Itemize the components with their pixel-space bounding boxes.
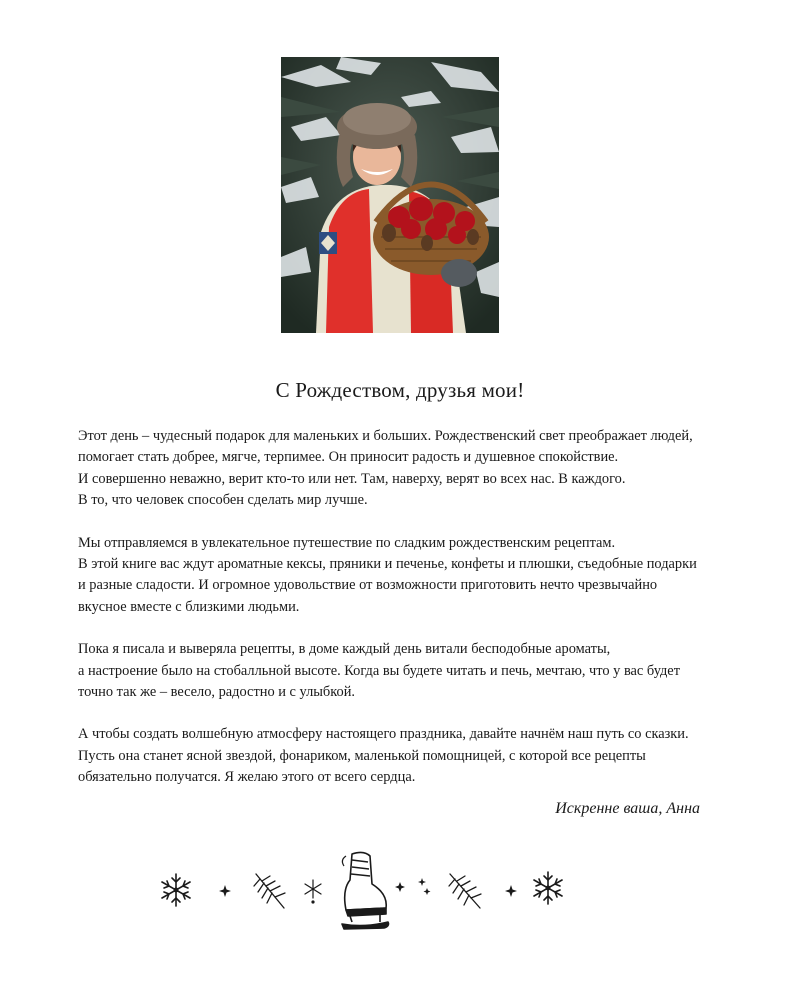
pine-branch-icon bbox=[250, 868, 290, 912]
text-line: точно так же – весело, радостно и с улыбкой. bbox=[78, 684, 356, 701]
star-icon bbox=[218, 884, 232, 898]
ice-skate-icon bbox=[338, 850, 392, 932]
ornament-row bbox=[150, 848, 580, 933]
text-line: И совершенно неважно, верит кто-то или нет. Там, наверху, верят во всех нас. В каждого. bbox=[78, 470, 626, 487]
text-line: Этот день – чудесный подарок для маленьких и больших. Рождественский свет преображает людей, bbox=[78, 428, 693, 444]
text-line: а настроение было на стобалльной высоте. Когда вы будете читать и печь, мечтаю, что у вас будет bbox=[78, 662, 680, 679]
letter-body bbox=[78, 426, 728, 810]
text-line: Мы отправляемся в увлекательное путешествие по сладким рождественским рецептам. bbox=[78, 534, 616, 551]
snowflake-icon bbox=[530, 870, 566, 906]
text-line: вкусное вместе с близкими людьми. bbox=[78, 598, 300, 615]
paragraph-1 bbox=[78, 426, 728, 512]
pine-branch-icon bbox=[446, 868, 486, 912]
paragraph-4 bbox=[78, 724, 728, 788]
text-line: В этой книге вас ждут ароматные кексы, пряники и печенье, конфеты и плюшки, съедобные подарки bbox=[78, 556, 697, 573]
snowflake-small-icon bbox=[302, 878, 324, 904]
portrait-photo bbox=[281, 57, 499, 333]
text-line: помогает стать добрее, мягче, терпимее. Он приносит радость и душевное спокойствие. bbox=[78, 449, 619, 466]
text-line: А чтобы создать волшебную атмосферу настоящего праздника, давайте начнём наш путь со сказки. bbox=[78, 726, 689, 743]
text-line: Пока я писала и выверяла рецепты, в доме каждый день витали бесподобные ароматы, bbox=[78, 641, 611, 658]
paragraph-3 bbox=[78, 639, 728, 703]
snowflake-icon bbox=[158, 872, 194, 908]
star-icon bbox=[504, 884, 518, 898]
sparkle-icon bbox=[394, 876, 434, 898]
text-line: и разные сладости. И огромное удовольствие от возможности приготовить нечто чрезвычайно bbox=[78, 577, 658, 594]
text-line: В то, что человек способен сделать мир лучше. bbox=[78, 492, 368, 509]
paragraph-2 bbox=[78, 533, 728, 619]
signature: Искренне ваша, Анна bbox=[555, 800, 700, 817]
text-line: обязательно получатся. Я желаю этого от всего сердца. bbox=[78, 769, 416, 786]
letter-title: С Рождеством, друзья мои! bbox=[275, 378, 525, 402]
text-line: Пусть она станет ясной звездой, фонариком, маленькой помощницей, с которой все рецепты bbox=[78, 747, 646, 764]
